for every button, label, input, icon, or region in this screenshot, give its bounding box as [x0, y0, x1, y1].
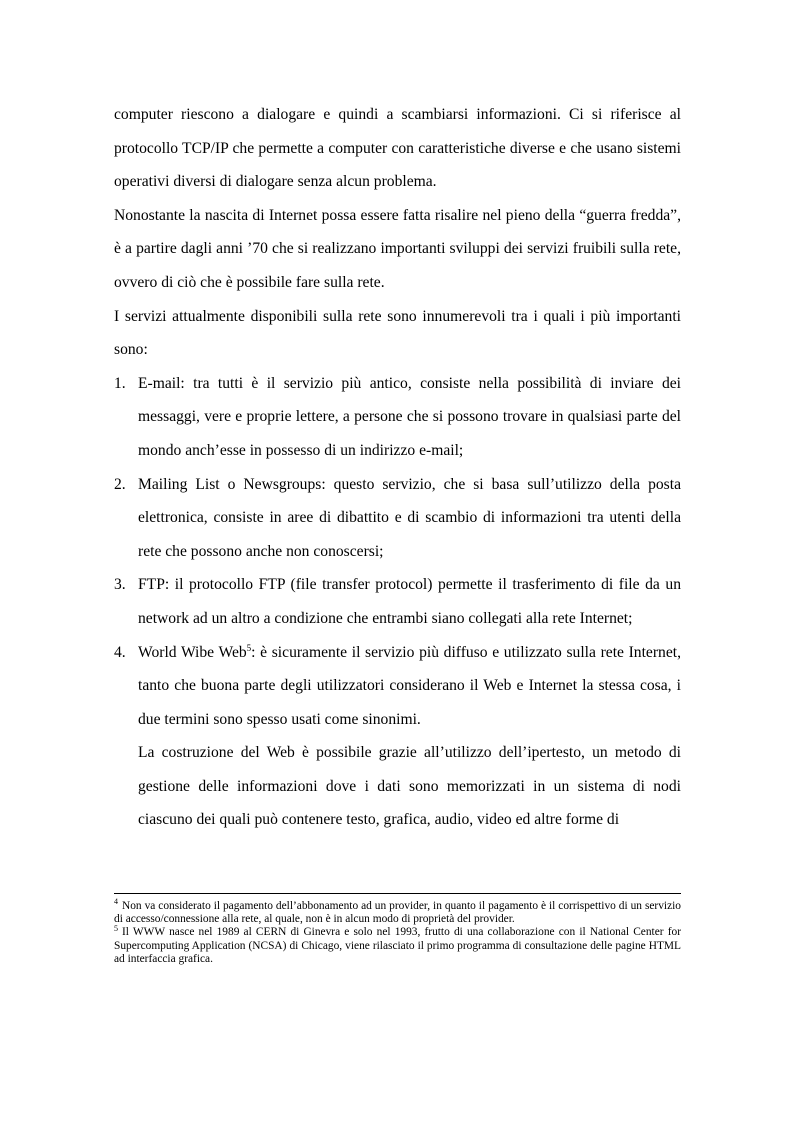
list-item-continuation: La costruzione del Web è possibile grazie all’utilizzo dell’ipertesto, un metodo di gestione delle informazioni dove i dati sono memorizzati in un sistema di nodi ciascuno dei quali può contenere testo, grafica, audio, video ed altre forme di [138, 744, 681, 829]
list-number: 2. [114, 475, 126, 493]
list-item-email [114, 367, 681, 468]
footnote-text: Il WWW nasce nel 1989 al CERN di Ginevra e solo nel 1993, frutto di una collaborazione con il National Center for Supercomputing Application (NCSA) di Chicago, viene rilasciato il primo programma di consultazione delle pagine HTML ad interfaccia grafica. [114, 926, 681, 965]
paragraph-cold-war: Nonostante la nascita di Internet possa essere fatta risalire nel pieno della “guerra fredda”, è a partire dagli anni ’70 che si realizzano importanti sviluppi dei servizi fruibili sulla rete, ovvero di ciò che è possibile fare sulla rete. [114, 206, 681, 291]
footnote-number: 4 [114, 897, 118, 907]
list-number: 1. [114, 374, 126, 392]
document-page [114, 98, 681, 837]
footnote-ref-5[interactable]: 5 [246, 642, 252, 653]
footnote-text: Non va considerato il pagamento dell’abbonamento ad un provider, in quanto il pagamento è il corrispettivo di un servizio di accesso/connessione alla rete, al quale, non è in alcun modo di proprietà del provider. [114, 900, 681, 926]
footnote-5 [114, 923, 681, 966]
list-item-text: World Wibe Web [138, 643, 247, 661]
list-item-ftp [114, 568, 681, 635]
list-item-text: FTP: il protocollo FTP (file transfer protocol) permette il trasferimento di file da un network ad un altro a condizione che entrambi siano collegati alla rete Internet; [138, 576, 681, 627]
list-item-text: E-mail: tra tutti è il servizio più antico, consiste nella possibilità di inviare dei messaggi, vere e proprie lettere, a persone che si possono trovare in qualsiasi parte del mondo anch’esse in possesso di un indirizzo e-mail; [138, 374, 681, 459]
paragraph-services-intro: I servizi attualmente disponibili sulla rete sono innumerevoli tra i quali i più importanti sono: [114, 307, 681, 359]
footnotes [114, 897, 681, 966]
services-list [114, 367, 681, 837]
list-item-text: : è sicuramente il servizio più diffuso e utilizzato sulla rete Internet, tanto che buona parte degli utilizzatori considerano il Web e Internet la stessa cosa, i due termini sono spesso usati come sinonimi. [138, 643, 681, 728]
list-item-mailing-list [114, 468, 681, 569]
paragraph-tcp-ip: computer riescono a dialogare e quindi a scambiarsi informazioni. Ci si riferisce al protocollo TCP/IP che permette a computer con caratteristiche diverse e che usano sistemi operativi diversi di dialogare senza alcun problema. [114, 106, 681, 191]
list-number: 3. [114, 576, 126, 594]
list-item-text: Mailing List o Newsgroups: questo servizio, che si basa sull’utilizzo della posta elettronica, consiste in aree di dibattito e di scambio di informazioni tra utenti della rete che possono anche non conoscersi; [138, 475, 681, 560]
footnote-4 [114, 897, 681, 926]
list-item-www [114, 636, 681, 838]
footnote-divider [114, 893, 681, 894]
footnote-number: 5 [114, 923, 118, 933]
list-number: 4. [114, 643, 126, 661]
